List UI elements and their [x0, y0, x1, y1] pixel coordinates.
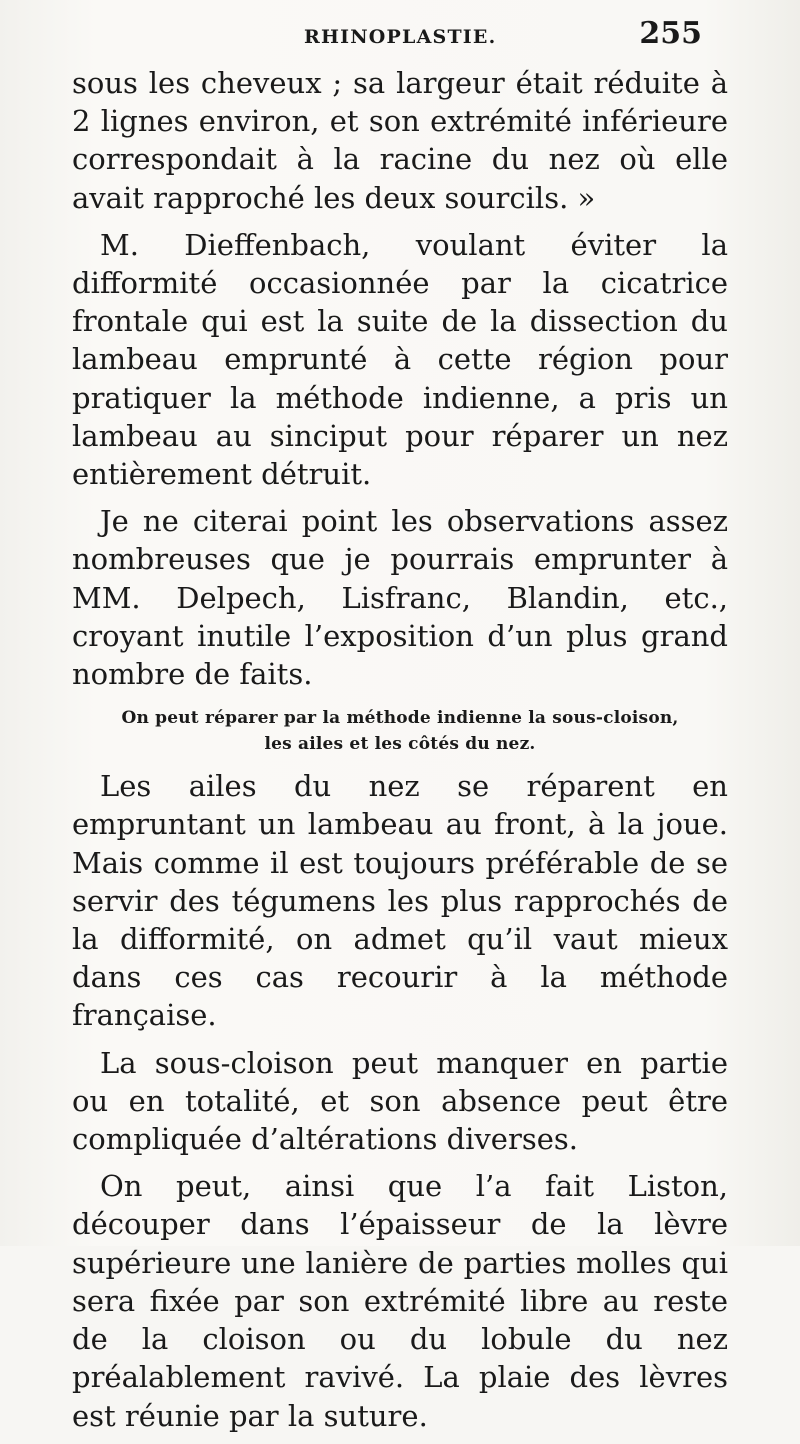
paragraph-continuation: sous les cheveux ; sa largeur était réduite à 2 lignes environ, et son extrémité inférieure correspondait à la racine du nez où elle avait rapproché les deux sourcils. » — [72, 66, 728, 215]
section-heading — [86, 705, 714, 757]
paragraph-ailes: Les ailes du nez se réparent en empruntant un lambeau au front, à la joue. Mais comme il est toujours préférable de se servir des tégumens les plus rapprochés de la difformité, on admet qu’il vaut mieux dans ces cas recourir à la méthode française. — [72, 769, 728, 1033]
section-heading-line-2: les ailes et les côtés du nez. — [264, 734, 536, 755]
page-header — [72, 16, 702, 56]
paragraph-observations: Je ne citerai point les observations assez nombreuses que je pourrais emprunter à MM. Delpech, Lisfranc, Blandin, etc., croyant inutile l’exposition d’un plus grand nombre de faits. — [72, 504, 728, 692]
page-number: 255 — [639, 16, 702, 51]
running-title: RHINOPLASTIE. — [304, 26, 497, 48]
paragraph-sous-cloison: La sous-cloison peut manquer en partie ou en totalité, et son absence peut être compliquée d’altérations diverses. — [72, 1045, 728, 1157]
paragraph-liston: On peut, ainsi que l’a fait Liston, découper dans l’épaisseur de la lèvre supérieure une lanière de parties molles qui sera fixée par son extrémité libre au reste de la cloison ou du lobule du nez préalablement ravivé. La plaie des lèvres est réunie par la suture. — [72, 1169, 728, 1433]
body-text — [72, 64, 728, 1444]
paragraph-dieffenbach: M. Dieffenbach, voulant éviter la difformité occasionnée par la cicatrice frontale qui est la suite de la dissection du lambeau emprunté à cette région pour pratiquer la méthode indienne, a pris un lambeau au sinciput pour réparer un nez entièrement détruit. — [72, 227, 728, 492]
section-heading-line-1: On peut réparer par la méthode indienne la sous-cloison, — [121, 708, 679, 729]
